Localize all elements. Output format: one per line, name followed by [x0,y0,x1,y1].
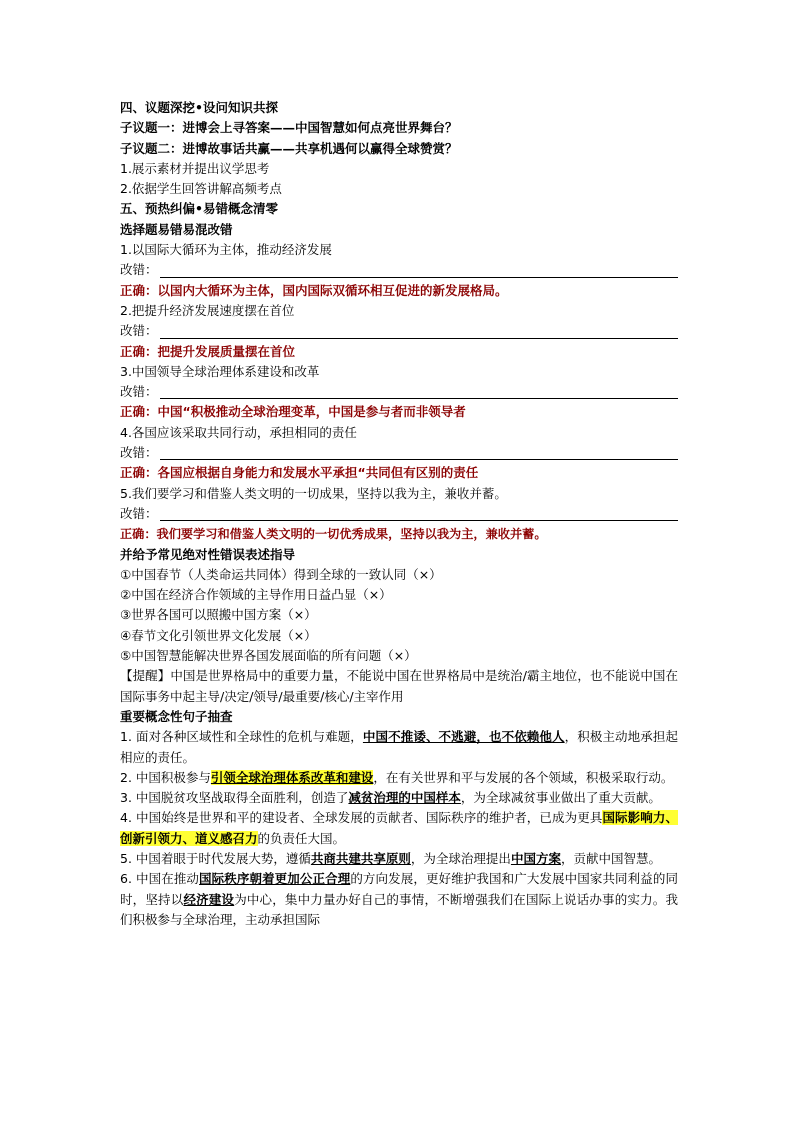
concept-text: ，贡献中国智慧。 [560,850,661,866]
fix-line [120,504,678,524]
error-question: 1.以国际大循环为主体，推动经济发展 [120,242,332,258]
document-page [120,98,678,930]
concept-text: ，在有关世界和平与发展的各个领域，积极采取行动。 [373,769,674,785]
concept-text: 5. 中国着眼于时代发展大势，遵循 [120,850,311,866]
fix-line [120,443,678,463]
step-1: 1.展示素材并提出议学思考 [120,160,270,176]
concept-text: ，积极主动地承担起相应的责任。 [120,729,678,765]
concept-text: 的负责任大国。 [257,830,346,846]
concept-text: 2. 中国积极参与 [120,769,211,785]
error-item-4 [120,423,678,484]
fix-label: 改错： [120,445,158,461]
concept-text: ，为全球减贫事业做出了重大贡献。 [460,790,661,806]
correct-answer: 正确：以国内大循环为主体，国内国际双循环相互促进的新发展格局。 [120,282,508,298]
concept-key-highlight: 引领全球治理体系改革和建设 [210,769,374,785]
fix-blank[interactable] [160,445,678,460]
concept-text: 6. 中国在推动 [120,871,200,887]
concept-text: 1. 面对各种区域性和全球性的危机与难题， [120,729,363,745]
concept-6 [120,869,678,930]
concept-text: 的方向发展，更好维护我国和广大发展中国家共同利益的同时，坚持以 [120,871,678,907]
fix-label: 改错： [120,262,158,278]
fix-line [120,382,678,402]
section-5-sub: 选择题易错易混改错 [120,221,233,237]
sub-topic-1: 子议题一：进博会上寻答案——中国智慧如何点亮世界舞台？ [120,120,458,136]
fix-line [120,260,678,280]
section-4-heading: 四、议题深挖•设问知识共探 [120,100,278,115]
concept-5 [120,849,678,869]
section-5-heading: 五、预热纠偏•易错概念清零 [120,201,278,217]
fix-label: 改错： [120,505,158,521]
concept-key: 中国不推诿、不逃避，也不依赖他人 [362,729,565,745]
sub-topic-2: 子议题二：进博故事话共赢——共享机遇何以赢得全球赞赏？ [120,140,458,156]
error-item-1 [120,240,678,301]
reminder-paragraph: 【提醒】中国是世界格局中的重要力量，不能说中国在世界格局中是统治/霸主地位，也不能说中国在国际事务中起主导/决定/领导/最重要/核心/主宰作用 [120,668,678,704]
concept-key: 减贫治理的中国样本 [348,790,461,806]
error-item-3 [120,362,678,423]
concept-key: 国际秩序朝着更加公正合理 [199,871,351,887]
fix-blank[interactable] [160,506,678,521]
correct-answer: 正确：我们要学习和借鉴人类文明的一切优秀成果，坚持以我为主，兼收并蓄。 [120,527,547,542]
error-question: 5.我们要学习和借鉴人类文明的一切成果，坚持以我为主，兼收并蓄。 [120,485,507,501]
concept-key: 经济建设 [183,891,235,907]
absolute-item-2: ②中国在经济合作领域的主导作用日益凸显（×） [120,587,392,603]
step-2: 2.依据学生回答讲解高频考点 [120,181,282,197]
concept-key: 中国方案 [510,850,561,866]
absolute-error-heading: 并给予常见绝对性错误表述指导 [120,546,296,562]
absolute-item-3: ③世界各国可以照搬中国方案（×） [120,607,317,623]
absolute-item-1: ①中国春节（人类命运共同体）得到全球的一致认同（×） [120,566,442,582]
error-question: 2.把提升经济发展速度摆在首位 [120,302,295,318]
fix-blank[interactable] [160,324,678,339]
error-item-5 [120,484,678,545]
concept-key-highlight: 国际影响力、创新引领力、道义感召力 [120,810,678,846]
error-question: 4.各国应该采取共同行动，承担相同的责任 [120,424,357,440]
correct-answer: 正确：中国“积极推动全球治理变革，中国是参与者而非领导者 [120,404,466,420]
fix-label: 改错： [120,384,158,400]
fix-line [120,321,678,341]
concept-2 [120,768,678,788]
concept-text: 3. 中国脱贫攻坚战取得全面胜利，创造了 [120,790,349,806]
concept-heading: 重要概念性句子抽查 [120,708,233,724]
fix-blank[interactable] [160,384,678,399]
concept-key: 共商共建共享原则 [310,850,411,866]
concept-text: ，为全球治理提出 [410,850,511,866]
error-item-2 [120,301,678,362]
absolute-item-4: ④春节文化引领世界文化发展（×） [120,627,317,643]
correct-answer: 正确：各国应根据自身能力和发展水平承担“共同但有区别的责任 [120,465,479,481]
correct-answer: 正确：把提升发展质量摆在首位 [120,343,296,359]
error-question: 3.中国领导全球治理体系建设和改革 [120,363,320,379]
concept-text: 为中心，集中力量办好自己的事情，不断增强我们在国际上说话办事的实力。我们积极参与全球治理，主动承担国际 [120,891,678,927]
fix-blank[interactable] [160,263,678,278]
concept-text: 4. 中国始终是世界和平的建设者、全球发展的贡献者、国际秩序的维护者，已成为更具 [120,810,603,826]
concept-1 [120,727,678,768]
absolute-item-5: ⑤中国智慧能解决世界各国发展面临的所有问题（×） [120,648,417,664]
concept-4 [120,808,678,849]
fix-label: 改错： [120,323,158,339]
concept-3 [120,788,678,808]
